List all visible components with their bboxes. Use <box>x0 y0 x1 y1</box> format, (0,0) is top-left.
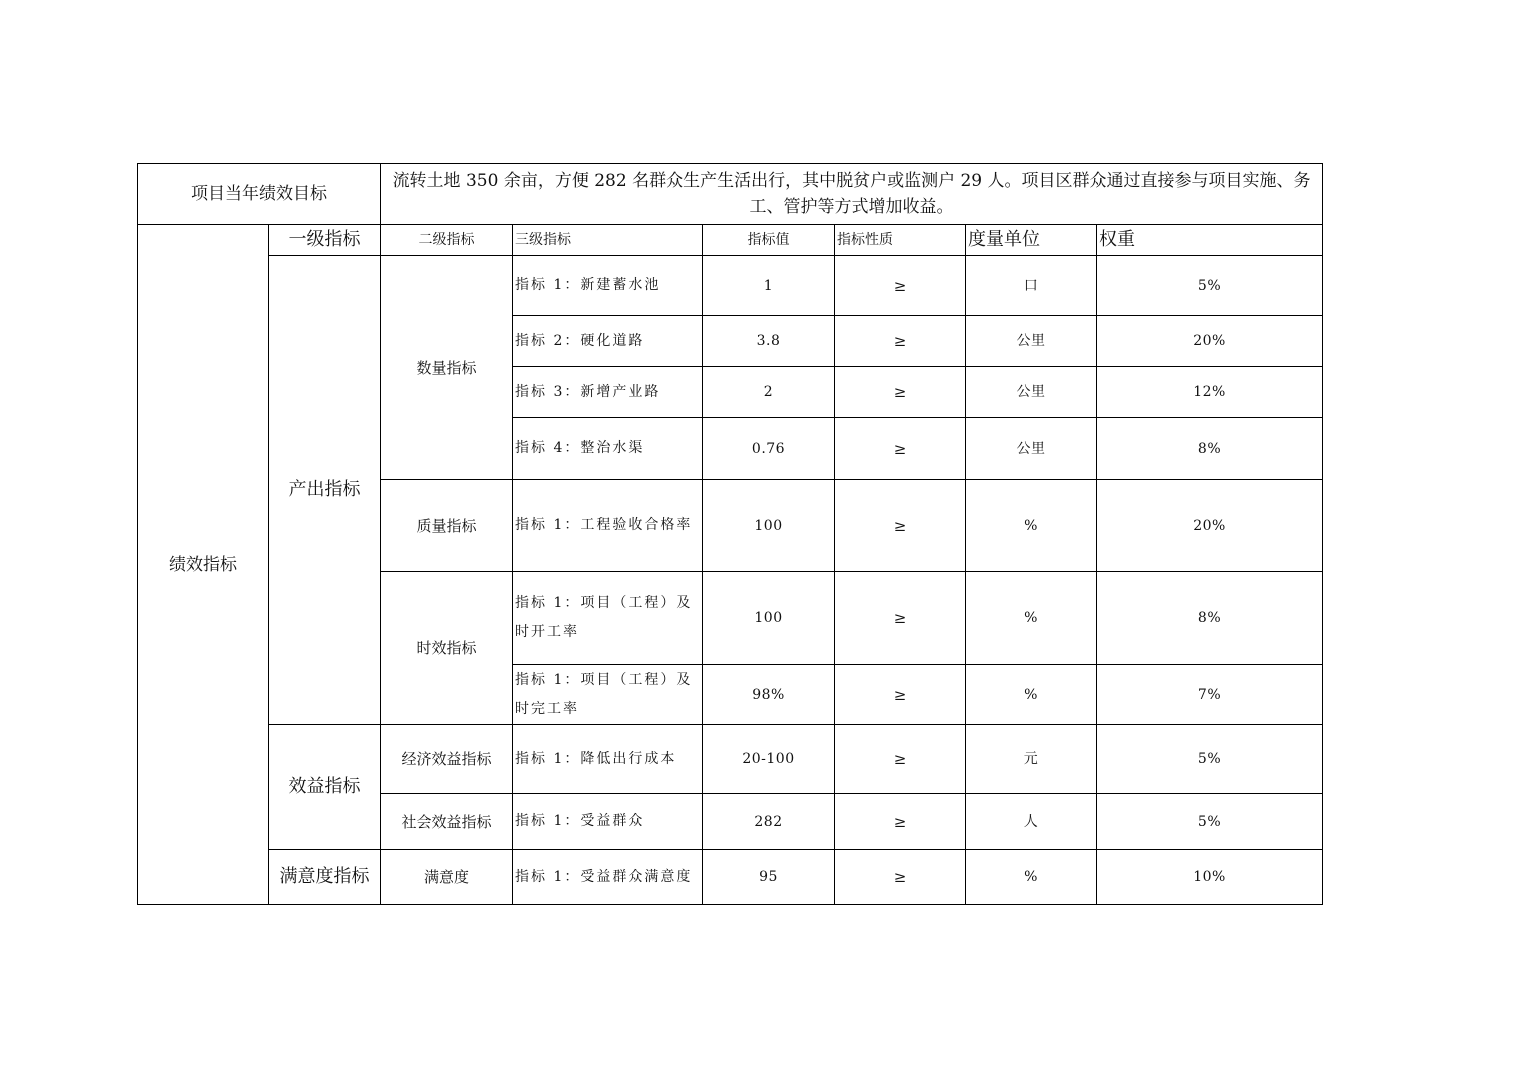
indicator-weight: 10% <box>1097 850 1323 905</box>
header-weight: 权重 <box>1097 225 1323 256</box>
level2-economic: 经济效益指标 <box>381 725 513 794</box>
indicator-value: 2 <box>703 367 835 418</box>
indicator-value: 1 <box>703 256 835 316</box>
indicator-value: 3.8 <box>703 316 835 367</box>
level2-quality: 质量指标 <box>381 480 513 572</box>
indicator-unit: 公里 <box>966 316 1097 367</box>
header-level1: 一级指标 <box>269 225 381 256</box>
level2-satisfaction: 满意度 <box>381 850 513 905</box>
table-row <box>138 725 1323 794</box>
goal-row <box>138 164 1323 225</box>
indicator-name: 指标 1：项目（工程）及时完工率 <box>513 665 703 725</box>
indicator-weight: 12% <box>1097 367 1323 418</box>
indicator-nature: ≥ <box>835 256 966 316</box>
indicator-unit: 口 <box>966 256 1097 316</box>
header-level3: 三级指标 <box>513 225 703 256</box>
indicator-unit: % <box>966 850 1097 905</box>
indicator-unit: 公里 <box>966 418 1097 480</box>
section-label: 绩效指标 <box>138 225 269 905</box>
indicator-weight: 8% <box>1097 418 1323 480</box>
indicator-name: 指标 1：工程验收合格率 <box>513 480 703 572</box>
performance-table <box>137 163 1323 905</box>
indicator-weight: 5% <box>1097 725 1323 794</box>
indicator-unit: % <box>966 480 1097 572</box>
indicator-weight: 7% <box>1097 665 1323 725</box>
indicator-value: 20-100 <box>703 725 835 794</box>
indicator-value: 95 <box>703 850 835 905</box>
table-row <box>138 850 1323 905</box>
indicator-nature: ≥ <box>835 367 966 418</box>
level1-output: 产出指标 <box>269 256 381 725</box>
indicator-nature: ≥ <box>835 418 966 480</box>
header-unit: 度量单位 <box>966 225 1097 256</box>
indicator-unit: % <box>966 665 1097 725</box>
indicator-name: 指标 4：整治水渠 <box>513 418 703 480</box>
indicator-nature: ≥ <box>835 665 966 725</box>
indicator-name: 指标 1：新建蓄水池 <box>513 256 703 316</box>
level2-social: 社会效益指标 <box>381 794 513 850</box>
indicator-unit: 公里 <box>966 367 1097 418</box>
level1-benefit: 效益指标 <box>269 725 381 850</box>
indicator-value: 0.76 <box>703 418 835 480</box>
indicator-name: 指标 1：降低出行成本 <box>513 725 703 794</box>
indicator-nature: ≥ <box>835 316 966 367</box>
indicator-nature: ≥ <box>835 480 966 572</box>
indicator-name: 指标 2：硬化道路 <box>513 316 703 367</box>
level2-quantity: 数量指标 <box>381 256 513 480</box>
goal-text: 流转土地 350 余亩，方便 282 名群众生产生活出行，其中脱贫户或监测户 29 人。项目区群众通过直接参与项目实施、务工、管护等方式增加收益。 <box>381 164 1323 225</box>
indicator-name: 指标 1：受益群众满意度 <box>513 850 703 905</box>
indicator-value: 100 <box>703 480 835 572</box>
indicator-weight: 5% <box>1097 256 1323 316</box>
indicator-nature: ≥ <box>835 794 966 850</box>
indicator-name: 指标 1：受益群众 <box>513 794 703 850</box>
header-row <box>138 225 1323 256</box>
indicator-nature: ≥ <box>835 725 966 794</box>
indicator-value: 98% <box>703 665 835 725</box>
indicator-weight: 20% <box>1097 316 1323 367</box>
header-value: 指标值 <box>703 225 835 256</box>
indicator-weight: 8% <box>1097 572 1323 665</box>
header-nature: 指标性质 <box>835 225 966 256</box>
level1-satisfaction: 满意度指标 <box>269 850 381 905</box>
header-level2: 二级指标 <box>381 225 513 256</box>
indicator-weight: 5% <box>1097 794 1323 850</box>
indicator-weight: 20% <box>1097 480 1323 572</box>
table-row <box>138 256 1323 316</box>
level2-timeliness: 时效指标 <box>381 572 513 725</box>
indicator-name: 指标 1：项目（工程）及时开工率 <box>513 572 703 665</box>
indicator-nature: ≥ <box>835 850 966 905</box>
indicator-nature: ≥ <box>835 572 966 665</box>
indicator-value: 282 <box>703 794 835 850</box>
indicator-value: 100 <box>703 572 835 665</box>
indicator-unit: % <box>966 572 1097 665</box>
indicator-unit: 元 <box>966 725 1097 794</box>
goal-label: 项目当年绩效目标 <box>138 164 381 225</box>
indicator-unit: 人 <box>966 794 1097 850</box>
indicator-name: 指标 3：新增产业路 <box>513 367 703 418</box>
